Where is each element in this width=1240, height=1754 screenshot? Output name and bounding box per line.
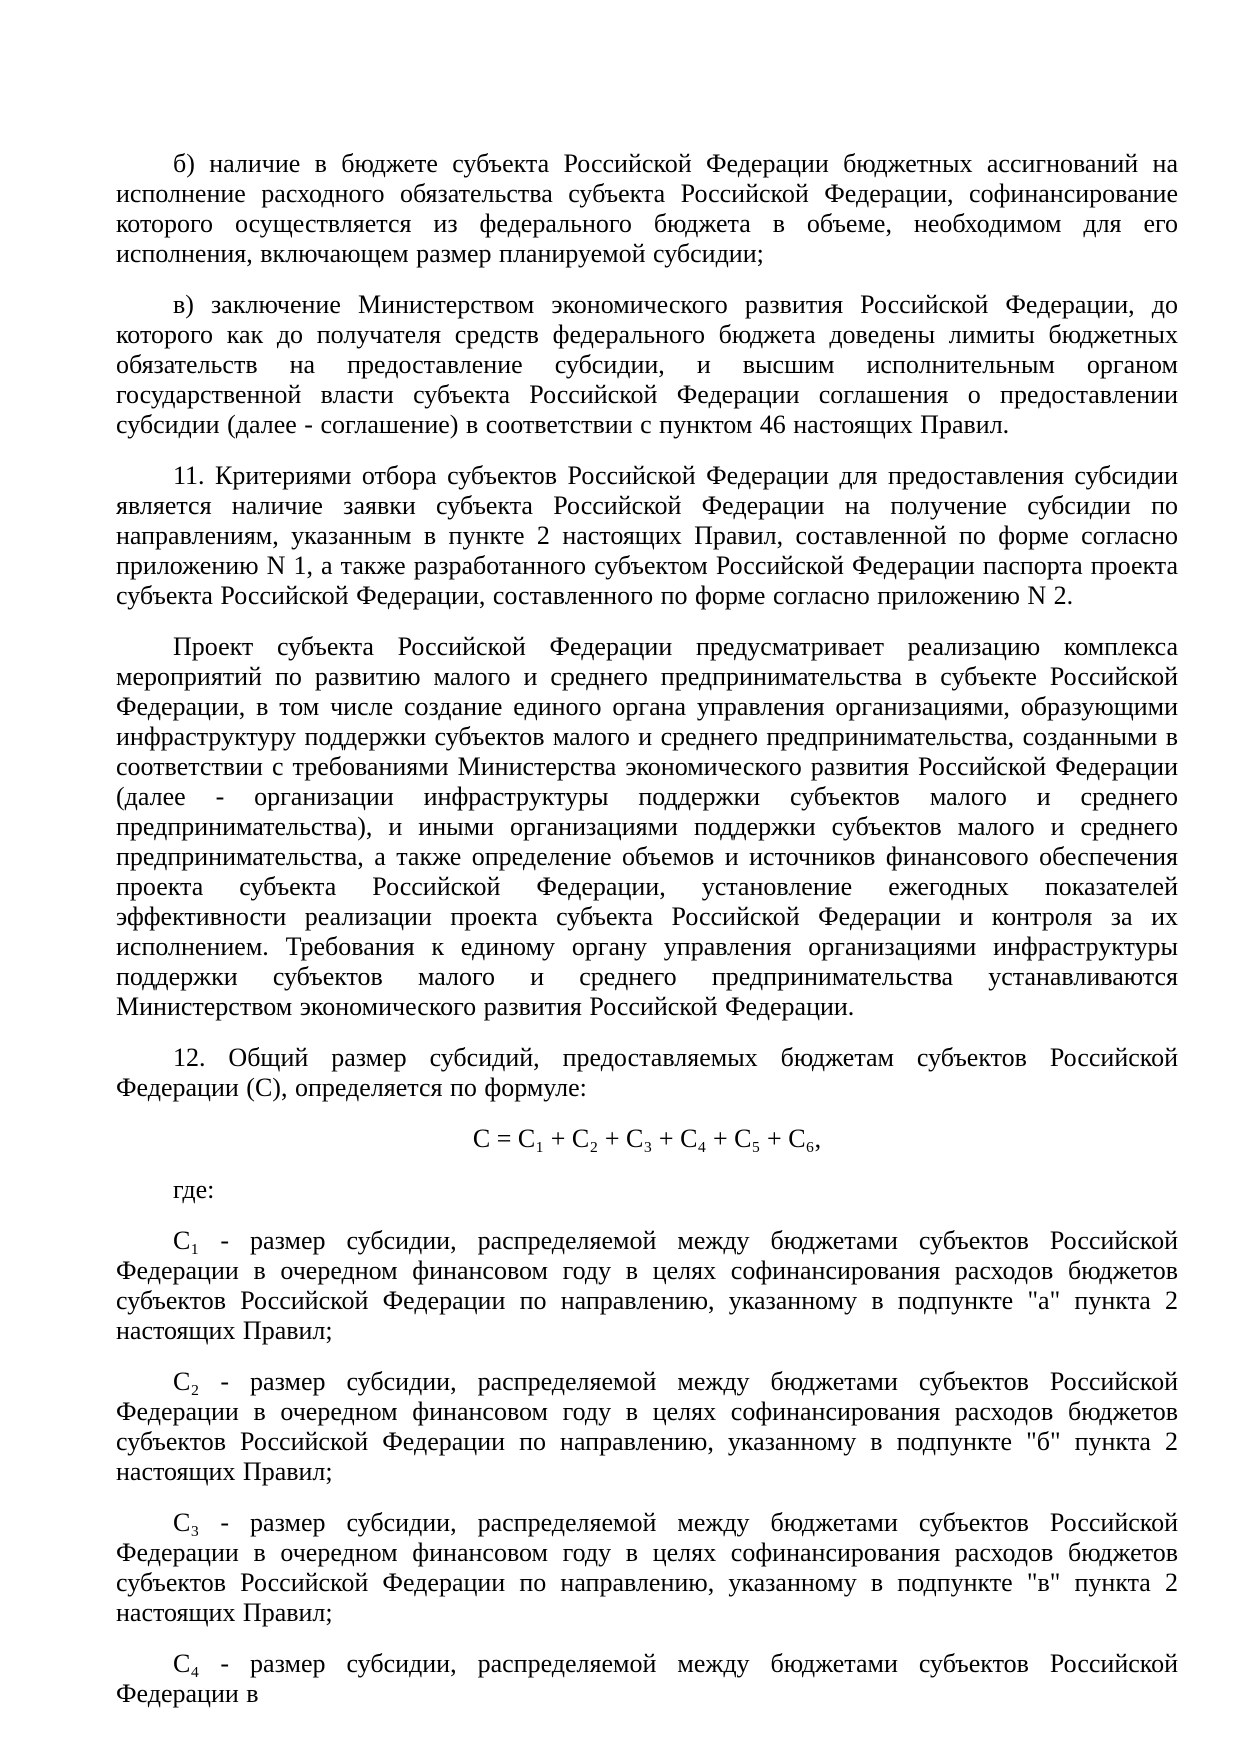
paragraph-point-11: 11. Критериями отбора субъектов Российской Федерации для предоставления субсидии является наличие заявки субъекта Российской Федерации на получение субсидии по направлениям, указанным в пункте 2 настоящих Правил, составленной по форме согласно приложению N 1, а также разработанного субъектом Российской Федерации паспорта проекта субъекта Российской Федерации, составленного по форме согласно приложению N 2. [116,461,1178,610]
paragraph-point-12: 12. Общий размер субсидий, предоставляемых бюджетам субъектов Российской Федерации (С), определяется по формуле: [116,1043,1178,1102]
paragraph-project: Проект субъекта Российской Федерации предусматривает реализацию комплекса мероприятий по развитию малого и среднего предпринимательства в субъекте Российской Федерации, в том числе создание единого органа управления организациями, образующими инфраструктуру поддержки субъектов малого и среднего предпринимательства, созданными в соответствии с требованиями Министерства экономического развития Российской Федерации (далее - организации инфраструктуры поддержки субъектов малого и среднего предпринимательства), и иными организациями поддержки субъектов малого и среднего предпринимательства, а также определение объемов и источников финансового обеспечения проекта субъекта Российской Федерации, установление ежегодных показателей эффективности реализации проекта субъекта Российской Федерации и контроля за их исполнением. Требования к единому органу управления организациями инфраструктуры поддержки субъектов малого и среднего предпринимательства устанавливаются Министерством экономического развития Российской Федерации. [116,632,1178,1021]
paragraph-subpoint-b: б) наличие в бюджете субъекта Российской Федерации бюджетных ассигнований на исполнение расходного обязательства субъекта Российской Федерации, софинансирование которого осуществляется из федерального бюджета в объеме, необходимом для его исполнения, включающем размер планируемой субсидии; [116,149,1178,268]
paragraph-definition-c2: С₂ - размер субсидии, распределяемой между бюджетами субъектов Российской Федерации в очередном финансовом году в целях софинансирования расходов бюджетов субъектов Российской Федерации по направлению, указанному в подпункте "б" пункта 2 настоящих Правил; [116,1367,1178,1486]
paragraph-subpoint-v: в) заключение Министерством экономического развития Российской Федерации, до которого как до получателя средств федерального бюджета доведены лимиты бюджетных обязательств на предоставление субсидии, и высшим исполнительным органом государственной власти субъекта Российской Федерации соглашения о предоставлении субсидии (далее - соглашение) в соответствии с пунктом 46 настоящих Правил. [116,290,1178,439]
paragraph-definition-c4: С₄ - размер субсидии, распределяемой между бюджетами субъектов Российской Федерации в [116,1649,1178,1708]
paragraph-definition-c1: С₁ - размер субсидии, распределяемой между бюджетами субъектов Российской Федерации в очередном финансовом году в целях софинансирования расходов бюджетов субъектов Российской Федерации по направлению, указанному в подпункте "а" пункта 2 настоящих Правил; [116,1226,1178,1345]
subsidy-total-formula: С = С₁ + С₂ + С₃ + С₄ + С₅ + С₆, [472,1124,822,1153]
paragraph-definition-c3: С₃ - размер субсидии, распределяемой между бюджетами субъектов Российской Федерации в очередном финансовом году в целях софинансирования расходов бюджетов субъектов Российской Федерации по направлению, указанному в подпункте "в" пункта 2 настоящих Правил; [116,1508,1178,1627]
formula-where-label: где: [173,1175,215,1204]
